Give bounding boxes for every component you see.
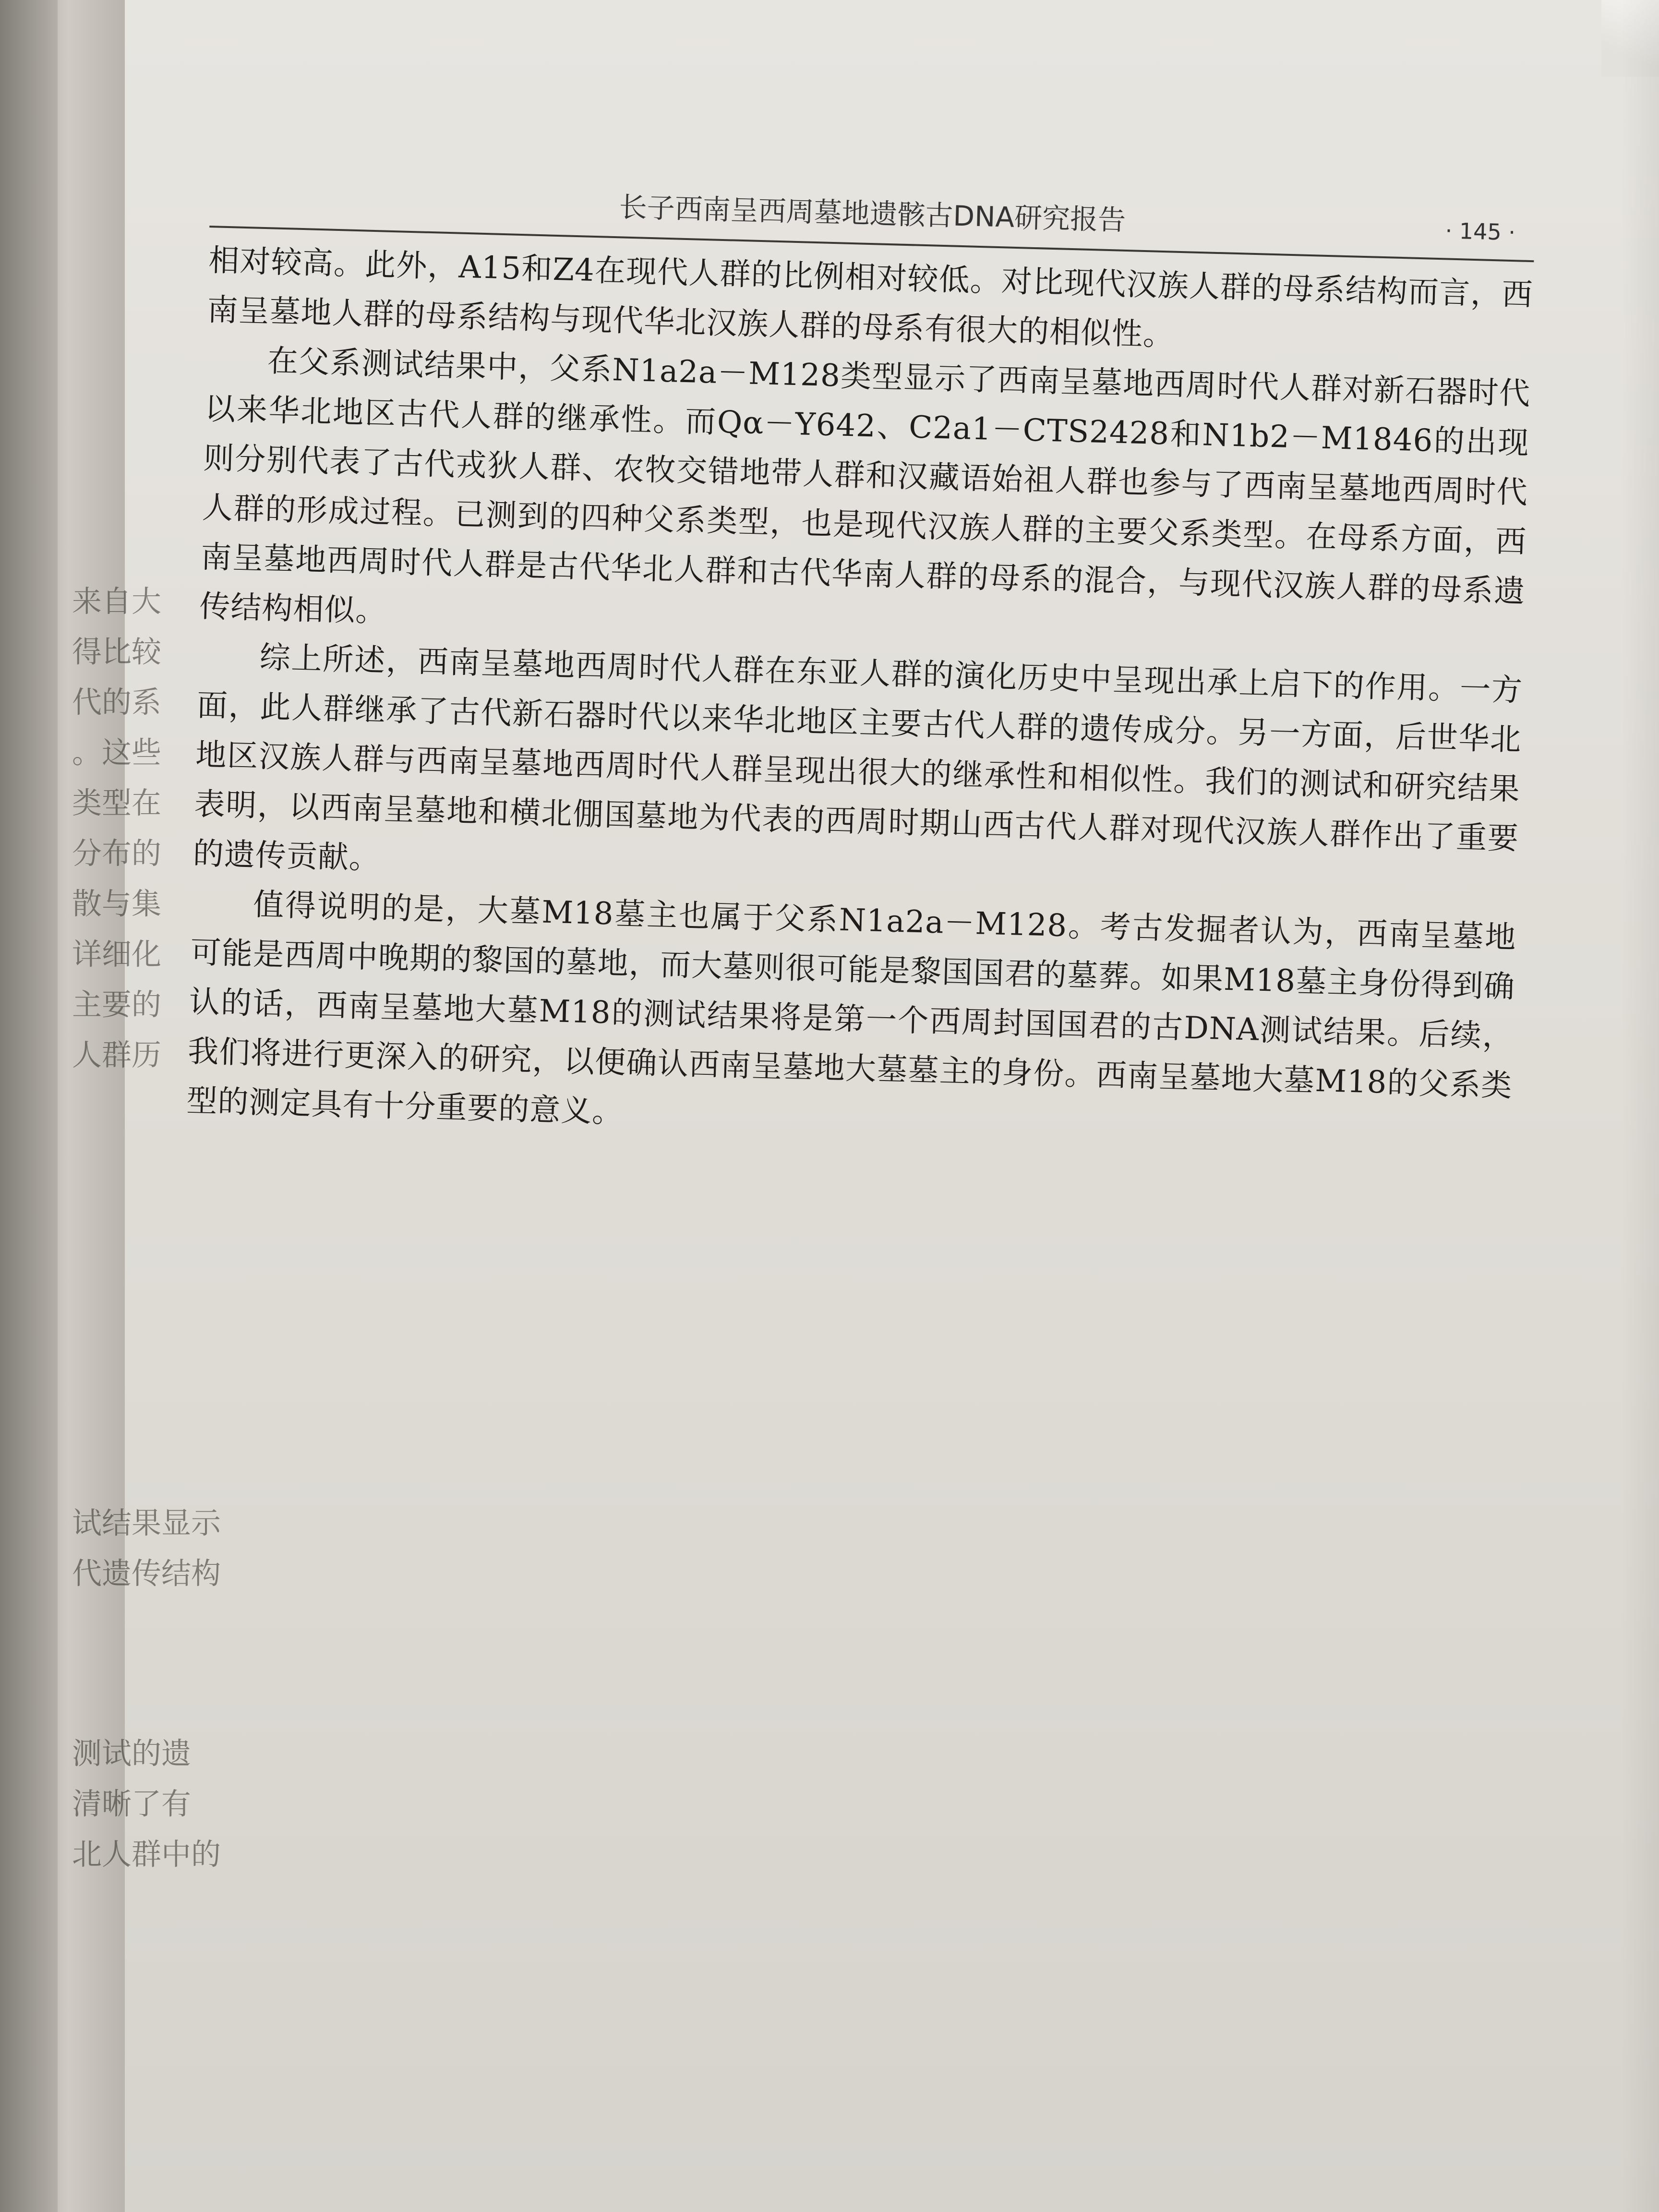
facing-page: [0, 0, 221, 2212]
paragraph-2: 在父系测试结果中，父系N1a2a－M128类型显示了西南呈墓地西周时代人群对新石器时代以来华北地区古代人群的继承性。而Qα－Y642、C2a1－CTS2428和N1b2－M1846的出现则分别代表了古代戎狄人群、农牧交错地带人群和汉藏语始祖人群也参与了西南呈墓地西周时代人群的形成过程。已测到的四种父系类型，也是现代汉族人群的主要父系类型。在母系方面，西南呈墓地西周时代人群是古代华北人群和古代华南人群的母系的混合，与现代汉族人群的母系遗传结构相似。: [199, 343, 1531, 629]
paragraph-1: 相对较高。此外，A15和Z4在现代人群的比例相对较低。对比现代汉族人群的母系结构而言，西南呈墓地人群的母系结构与现代华北汉族人群的母系有很大的相似性。: [206, 242, 1534, 353]
running-title: 长子西南呈西周墓地遗骸古DNA研究报告: [618, 191, 1127, 237]
book-page: [180, 158, 1536, 1393]
body-text: [186, 236, 1534, 1161]
facing-page-text-3: 测试的遗 清晰了有 北人群中的: [72, 1736, 221, 1872]
page-edge-shadow: [1621, 0, 1659, 2212]
page-number: · 145 ·: [1444, 217, 1516, 246]
paragraph-3: 综上所述，西南呈墓地西周时代人群在东亚人群的演化历史中呈现出承上启下的作用。一方面，此人群继承了古代新石器时代以来华北地区主要古代人群的遗传成分。另一方面，后世华北地区汉族人群与西南呈墓地西周时代人群呈现出很大的继承性和相似性。我们的测试和研究结果表明，以西南呈墓地和横北倗国墓地为代表的西周时期山西古代人群对现代汉族人群作出了重要的遗传贡献。: [192, 640, 1523, 877]
paragraph-4: 值得说明的是，大墓M18墓主也属于父系N1a2a－M128。考古发掘者认为，西南呈墓地可能是西周中晚期的黎国的墓地，而大墓则很可能是黎国国君的墓葬。如果M18墓主身份得到确认的话，西南呈墓地大墓M18的测试结果将是第一个西周封国国君的古DNA测试结果。后续，我们将进行更深入的研究，以便确认西南呈墓地大墓墓主的身份。西南呈墓地大墓M18的父系类型的测定具有十分重要的意义。: [186, 887, 1517, 1130]
page-gutter-shadow: [0, 0, 58, 2212]
facing-page-text-2: 试结果显示 代遗传结构: [72, 1505, 221, 1591]
facing-page-text-1: 来自大 得比较 代的系 。这些 类型在 分布的 散与集 详细化 主要的 人群历: [72, 584, 162, 1072]
